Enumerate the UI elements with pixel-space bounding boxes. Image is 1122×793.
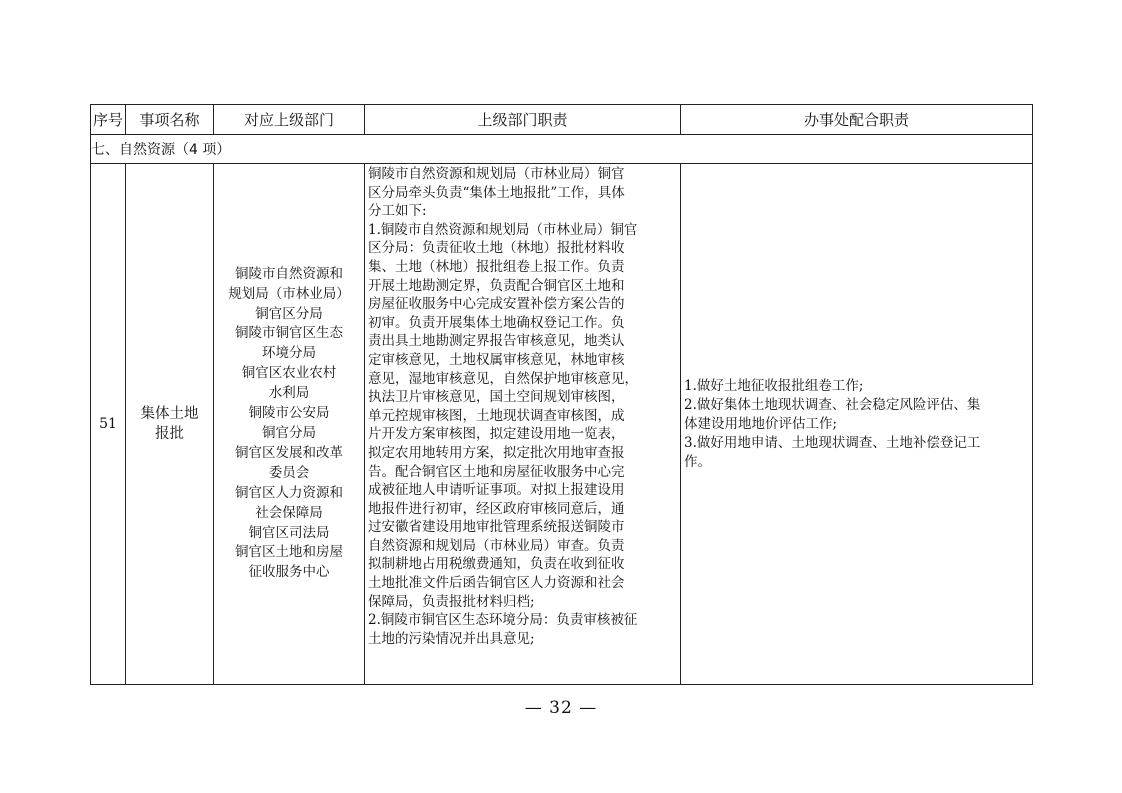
- duty-line: 初审。负责开展集体土地确权登记工作。负: [368, 314, 625, 331]
- cooperation-line: 2.做好集体土地现状调查、社会稳定风险评估、集: [684, 396, 981, 413]
- item-name-line: 集体土地: [140, 406, 199, 422]
- duty-line: 保障局，负责报批材料归档;: [368, 593, 535, 610]
- header-serial-number: 序号: [91, 105, 126, 135]
- duty-line: 片开发方案审核图，拟定建设用地一览表，: [368, 426, 625, 443]
- header-superior-duties: 上级部门职责: [365, 105, 681, 135]
- duty-line: 意见，湿地审核意见，自然保护地审核意见，: [368, 370, 638, 387]
- cooperation-line: 作。: [684, 453, 711, 470]
- header-item-name: 事项名称: [126, 105, 214, 135]
- duty-line: 地报件进行初审，经区政府审核同意后，通: [368, 500, 625, 517]
- duty-line: 区分局牵头负责“集体土地报批”工作，具体: [368, 184, 625, 201]
- duty-line: 执法卫片审核意见，国土空间规划审核图，: [368, 389, 625, 406]
- duty-line: 分工如下:: [368, 203, 427, 220]
- duty-line: 拟定农用地转用方案，拟定批次用地审查报: [368, 444, 625, 461]
- department-line: 铜官分局: [262, 425, 316, 441]
- responsibility-table: [90, 104, 1033, 685]
- department-line: 铜陵市铜官区生态: [235, 325, 343, 342]
- duty-line: 区分局：负责征收土地（林地）报批材料收: [368, 240, 625, 257]
- row-serial-number: 51: [91, 164, 126, 685]
- item-name-line: 报批: [155, 426, 184, 442]
- department-line: 铜官区司法局: [248, 524, 330, 541]
- row-superior-duties: [365, 164, 681, 685]
- row-office-cooperation-duties: [681, 164, 1033, 685]
- duty-line: 土地的污染情况并出具意见;: [368, 630, 535, 647]
- header-superior-department: 对应上级部门: [214, 105, 365, 135]
- table-header-row: [91, 105, 1033, 135]
- duty-line: 2.铜陵市铜官区生态环境分局：负责审核被征: [368, 612, 638, 629]
- department-line: 铜官区人力资源和: [235, 484, 343, 501]
- department-line: 规划局（市林业局）: [228, 285, 350, 302]
- duty-line: 开展土地勘测定界，负责配合铜官区土地和: [368, 277, 625, 294]
- department-line: 环境分局: [262, 345, 316, 362]
- department-line: 铜官区发展和改革: [235, 444, 343, 461]
- duty-line: 铜陵市自然资源和规划局（市林业局）铜官: [368, 166, 625, 182]
- duty-line: 自然资源和规划局（市林业局）审查。负责: [368, 537, 625, 554]
- department-line: 铜官区农业农村: [241, 365, 337, 382]
- department-line: 社会保障局: [255, 504, 323, 521]
- duty-line: 单元控规审核图，土地现状调查审核图，成: [368, 407, 625, 424]
- department-line: 委员会: [268, 464, 310, 481]
- section-title: 七、自然资源（4 项）: [91, 135, 1033, 164]
- cooperation-line: 体建设用地地价评估工作;: [684, 415, 838, 432]
- duty-line: 过安徽省建设用地审批管理系统报送铜陵市: [368, 519, 625, 536]
- duty-line: 成被征地人申请听证事项。对拟上报建设用: [368, 482, 625, 499]
- header-office-cooperation-duties: 办事处配合职责: [681, 105, 1033, 135]
- department-line: 征收服务中心: [248, 564, 330, 581]
- section-row: [91, 135, 1033, 164]
- department-line: 铜陵市自然资源和: [235, 265, 343, 282]
- duty-line: 责出具土地勘测定界报告审核意见，地类认: [368, 333, 625, 350]
- row-superior-departments: [214, 164, 365, 685]
- duty-line: 告。配合铜官区土地和房屋征收服务中心完: [368, 463, 625, 480]
- duty-line: 1.铜陵市自然资源和规划局（市林业局）铜官: [368, 221, 638, 238]
- table-row: [91, 164, 1033, 685]
- row-item-name: [126, 164, 214, 685]
- page-number: — 32 —: [524, 698, 598, 718]
- department-line: 铜官区分局: [255, 305, 323, 322]
- cooperation-line: 3.做好用地申请、土地现状调查、土地补偿登记工: [684, 434, 981, 451]
- duty-line: 拟制耕地占用税缴费通知，负责在收到征收: [368, 556, 625, 573]
- department-line: 铜陵市公安局: [248, 405, 330, 422]
- department-line: 水利局: [268, 385, 310, 402]
- duty-line: 土地批准文件后函告铜官区人力资源和社会: [368, 575, 625, 592]
- duty-line: 集、土地（林地）报批组卷上报工作。负责: [368, 258, 625, 275]
- duty-line: 房屋征收服务中心完成安置补偿方案公告的: [368, 296, 625, 313]
- department-line: 铜官区土地和房屋: [235, 544, 343, 561]
- cooperation-line: 1.做好土地征收报批组卷工作;: [684, 377, 864, 394]
- duty-line: 定审核意见，土地权属审核意见，林地审核: [368, 351, 625, 368]
